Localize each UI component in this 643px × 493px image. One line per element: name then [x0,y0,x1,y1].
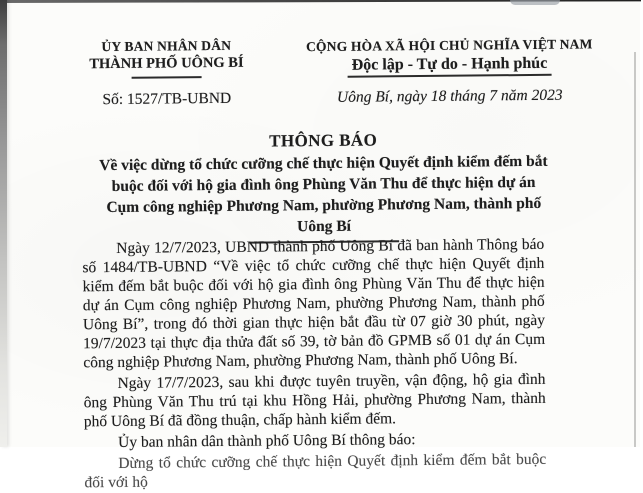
document-title: THÔNG BÁO [269,130,378,151]
scan-left-shadow [0,0,7,447]
document-subtitle: Về việc dừng tổ chức cưỡng chế thực hiện Quyết định kiểm đếm bắt buộc đối với hộ gia đình ông Phùng Văn Thu để thực hiện dự án Cụm công nghiệp Phương Nam, phường Phương Nam, thành phố Uông Bí [99,152,548,236]
national-motto: Độc lập - Tự do - Hạnh phúc [348,55,552,78]
scan-top-smudge [510,0,560,5]
clipped-bottom-line: Dừng tổ chức cưỡng chế thực hiện Quyết định kiểm đếm bắt buộc đối với hộ [84,450,547,492]
issuer-header [64,37,269,109]
national-title: CỘNG HÒA XÃ HỘI CHỦ NGHĨA VIỆT NAM [305,36,593,55]
document-number: Số: 1527/TB-UBND [102,89,232,109]
title-block [83,129,564,246]
body-paragraph-1: Ngày 12/7/2023, UBND thành phố Uông Bí đã ban hành Thông báo số 1484/TB-UBND “Về việc tổ chức cưỡng chế thực hiện Quyết định kiểm đếm bắt buộc đối với hộ gia đình ông Phùng Văn Thu để thực hiện dự án Cụm công nghiệp Phương Nam, phường Phương Nam, thành phố Uông Bí”, trong đó thời gian thực hiện bắt đầu từ 07 giờ 30 phút, ngày 19/7/2023 tại thực địa thửa đất số 39, tờ bản đồ GPMB số 01 dự án Cụm công nghiệp Phương Nam, phường Phương Nam, thành phố Uông Bí. [82,235,546,372]
national-header [291,36,608,107]
body-paragraph-3: Ủy ban nhân dân thành phố Uông Bí thông báo: [118,431,416,451]
body-paragraph-2: Ngày 17/7/2023, sau khi được tuyên truyền, vận động, hộ gia đình ông Phùng Văn Thu trú tại khu Hồng Hải, phường Phương Nam, thành phố Uông Bí đã đồng thuận, chấp hành kiểm đếm. [83,370,546,431]
document-body [82,235,547,492]
issuer-underline [132,76,202,79]
issuer-name-line2: THÀNH PHỐ UÔNG BÍ [89,54,244,73]
issuer-name-line1: ỦY BAN NHÂN DÂN [101,37,232,55]
scan-right-border [634,52,636,447]
place-dateline: Uông Bí, ngày 18 tháng 7 năm 2023 [336,86,563,106]
